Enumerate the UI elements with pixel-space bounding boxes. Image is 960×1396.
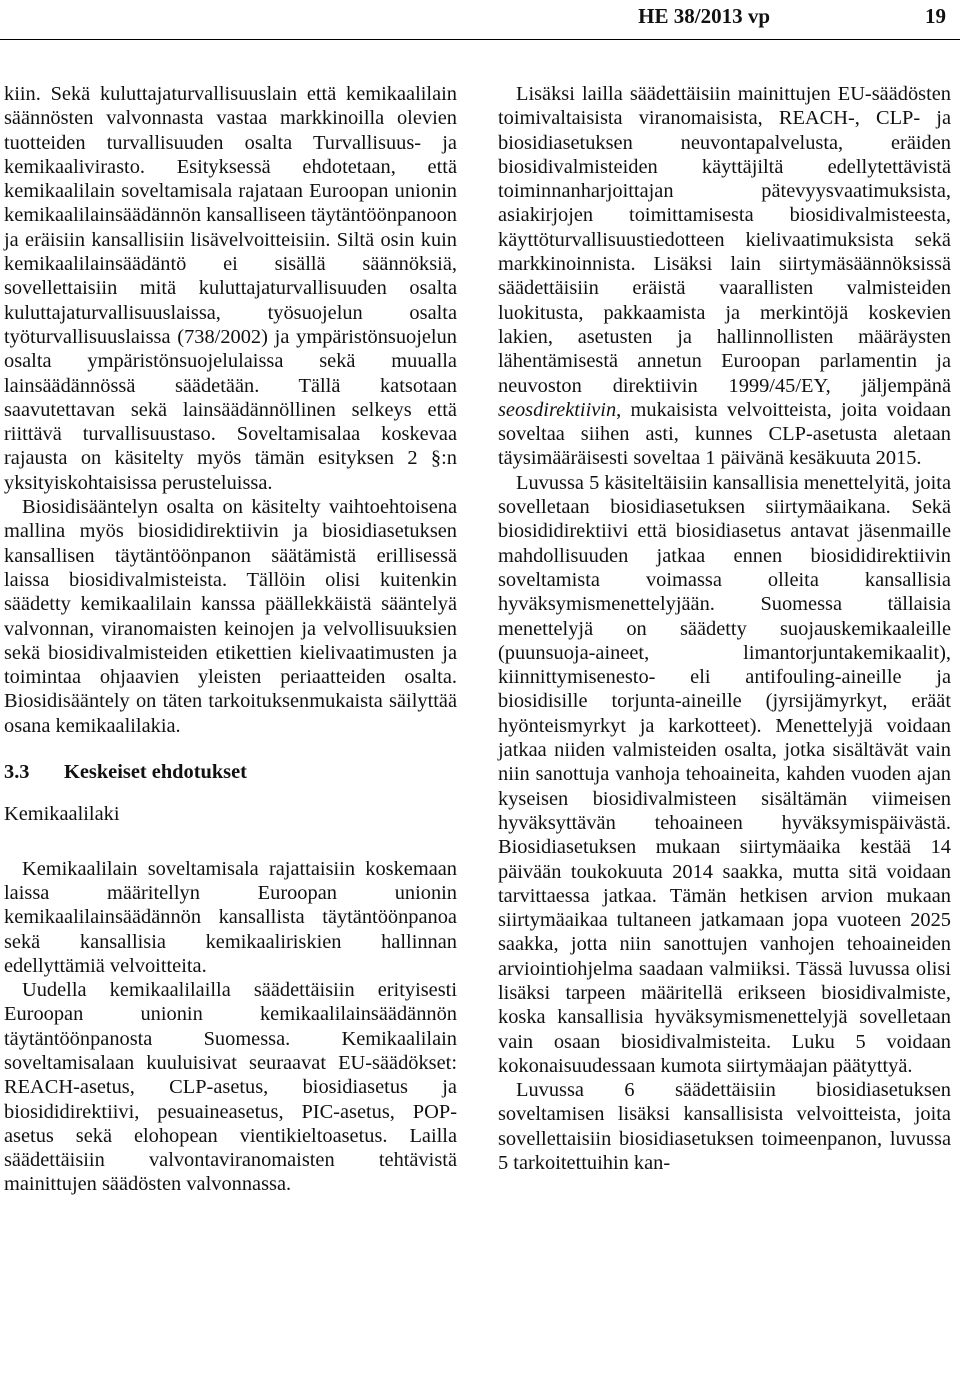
paragraph (498, 82, 951, 471)
subsection-heading: Kemikaalilaki (4, 803, 120, 826)
right-column (498, 82, 951, 1175)
text-run: , mukaisista velvoitteista, joita voidaan soveltaa siihen asti, kunnes CLP-asetusta aletaan täysimääräisesti soveltaa 1 päivänä kesäkuuta 2015. (498, 398, 951, 470)
section-title: Keskeiset ehdotukset (64, 761, 247, 784)
section-number: 3.3 (4, 761, 30, 784)
text-run: Lisäksi lailla säädettäisiin mainittujen EU-säädösten toimivaltaisista viranomaisista, REACH-, CLP- ja biosidiasetuksen neuvontapalvelusta, eräiden biosidivalmisteiden käyttäjiltä edellytettävistä toiminnanharjoittajan pätevyysvaatimuksista, asiakirjojen toimittamisesta biosidivalmisteesta, käyttöturvallisuustiedotteen kielivaatimuksista sekä markkinoinnista. Lisäksi lain siirtymäsäännöksissä säädettäisiin eräistä vaarallisten valmisteiden luokitusta, pakkaamista ja merkintöjä koskevien lakien, asetusten ja hallinnollisten määräysten lähentämisestä annetun Euroopan parlamentin ja neuvoston direktiivin 1999/45/EY, jäljempänä (498, 83, 951, 397)
header-rule (0, 39, 960, 40)
left-column (4, 82, 457, 1197)
page-header (0, 0, 960, 40)
page-number: 19 (925, 4, 946, 28)
paragraph: Luvussa 6 säädettäisiin biosidiasetuksen soveltamisen lisäksi kansallisista velvoitteista, joita sovellettaisiin biosidiasetuksen toimeenpanon, luvussa 5 tarkoitettuihin kan- (498, 1079, 951, 1175)
paragraph: Kemikaalilain soveltamisala rajattaisiin koskemaan laissa määritellyn Euroopan unionin kemikaalilainsäädännön kansallista täytäntöönpanoa sekä kansallisia kemikaaliriskien hallinnan edellyttämiä velvoitteita. (4, 857, 457, 977)
spacer (4, 827, 457, 857)
section-heading (4, 760, 457, 784)
paragraph: kiin. Sekä kuluttajaturvallisuuslain että kemikaalilain säännösten valvonnasta vastaa markkinoilla olevien tuotteiden turvallisuuden osalta Turvallisuus- ja kemikaalivirasto. Esityksessä ehdotetaan, että kemikaalilain soveltamisala rajataan Euroopan unionin kemikaalilainsäädännön kansalliseen täytäntöönpanoon ja eräisiin kansallisiin lisävelvoitteisiin. Siltä osin kuin kemikaalilainsäädäntö ei sisällä säännöksiä, sovellettaisiin mitä kuluttajaturvallisuuden osalta kuluttajaturvallisuuslaissa, työsuojelun osalta työturvallisuuslaissa (738/2002) ja ympäristönsuojelun osalta ympäristönsuojelulaissa sekä muualla lainsäädännössä säädetään. Tällä katsotaan saavutettavan sekä lainsäädännöllinen selkeys että riittävä turvallisuustaso. Soveltamisalaa koskevaa rajausta on käsitelty myös tämän esityksen 2 §:n yksityiskohtaisissa perusteluissa. (4, 83, 457, 494)
italic-term: seosdirektiivin (498, 398, 617, 421)
paragraph: Biosidisääntelyn osalta on käsitelty vaihtoehtoisena mallina myös biosididirektiivin ja biosidiasetuksen kansallisen täytäntöönpanon säätämistä erillisessä laissa biosidivalmisteista. Tällöin olisi kuitenkin säädetty kemikaalilain kanssa päällekkäistä sääntelyä valvonnan, viranomaisten keinojen ja velvollisuuksien sekä biosidivalmisteiden etikettien kielivaatimusten ja toimintaa ohjaavien yleisten periaatteiden osalta. Biosidisääntely on täten tarkoituksenmukaista säilyttää osana kemikaalilakia. (4, 496, 457, 737)
paragraph: Uudella kemikaalilailla säädettäisiin erityisesti Euroopan unionin kemikaalilainsäädännön täytäntöönpanosta Suomessa. Kemikaalilain soveltamisalaan kuuluisivat seuraavat EU-säädökset: REACH-asetus, CLP-asetus, biosidiasetus ja biosididirektiivi, pesuaineasetus, PIC-asetus, POP-asetus sekä elohopean vientikieltoasetus. Lailla säädettäisiin valvontaviranomaisten tehtävistä mainittujen säädösten valvonnassa. (4, 979, 457, 1196)
paragraph: Luvussa 5 käsiteltäisiin kansallisia menettelyitä, joita sovelletaan biosidiasetuksen siirtymäaikana. Sekä biosididirektiivi että biosidiasetus antavat jäsenmaille mahdollisuuden jatkaa ennen biosididirektiivin soveltamista voimassa olleita kansallisia hyväksymismenettelyjään. Suomessa tällaisia menettelyjä on säädetty suojauskemikaaleille (puunsuoja-aineet, limantorjuntakemikaalit), kiinnittymisenesto- eli antifouling-aineille ja biosidisille torjunta-aineille (jyrsijämyrkyt, eräät hyönteismyrkyt ja karkotteet). Menettelyjä voidaan jatkaa niiden valmisteiden osalta, jotka sisältävät vain niin sanottuja vanhoja tehoaineita, kahden vuoden ajan kyseisen biosidivalmisteen sisältämän viimeisen hyväksyttävän tehoaineen hyväksymispäivästä. Biosidiasetuksen mukaan siirtymäaika kestää 14 päivään toukokuuta 2014 saakka, mutta sitä voidaan tarvittaessa jatkaa. Tämän hetkisen arvion mukaan siirtymäaikaa tultaneen jatkamaan jopa vuoteen 2025 saakka, jotta niin sanottujen vanhojen tehoaineiden arviointiohjelma saadaan valmiiksi. Tässä luvussa olisi lisäksi tarpeen määritellä erikseen biosidivalmiste, koska kansallisia hyväksymismenettelyjä sovelletaan vain osaan biosidivalmisteita. Luku 5 voidaan kokonaisuudessaan kumota siirtymäajan päätyttyä. (498, 471, 951, 1077)
document-id: HE 38/2013 vp (638, 4, 770, 28)
